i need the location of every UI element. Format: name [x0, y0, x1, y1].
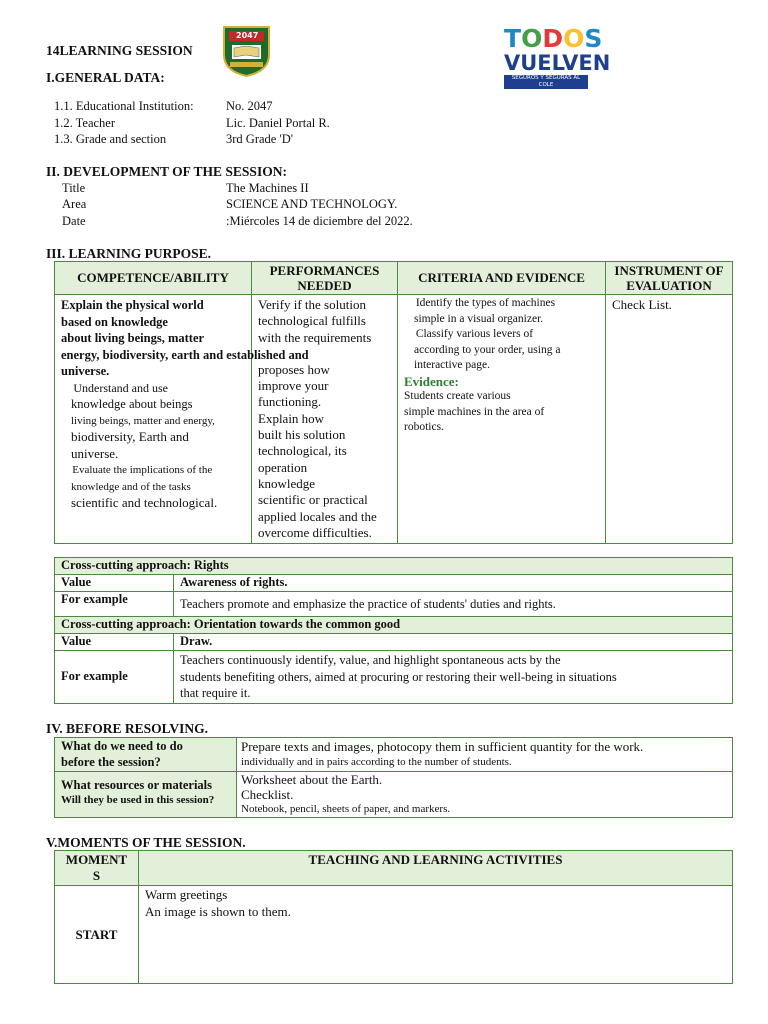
competence-line: Explain the physical world: [61, 298, 204, 312]
performance-line: Explain how: [258, 410, 325, 426]
school-logo: [222, 25, 271, 77]
header-instrument: INSTRUMENT OF EVALUATION: [606, 262, 733, 295]
moments-heading: V.MOMENTS OF THE SESSION.: [46, 835, 246, 850]
logo-line2: VUELVEN: [504, 51, 611, 75]
cross-cutting-table: [54, 557, 733, 704]
moments-header: [55, 851, 139, 886]
answer-line: Notebook, pencil, sheets of paper, and markers.: [241, 803, 451, 815]
approach-rights: Cross-cutting approach: Rights: [55, 558, 733, 575]
competence-bullet: Understand and use: [61, 380, 156, 395]
competence-bullet: biodiversity, Earth and: [71, 429, 189, 444]
value-label: Value: [55, 575, 174, 592]
example-line: students benefiting others, aimed at procuring or restoring their well-being in situations: [180, 669, 617, 684]
header-performances: PERFORMANCES NEEDED: [252, 262, 398, 295]
evidence-label: Evidence:: [404, 373, 459, 389]
value-common-good: Draw.: [174, 634, 733, 651]
dev-label-date: Date: [62, 214, 86, 228]
example-line: that require it.: [180, 686, 251, 700]
performance-line: with the requirements: [258, 329, 372, 345]
criteria-cell: [398, 295, 606, 544]
competence-line: universe.: [61, 364, 110, 378]
evidence-line: Students create various: [404, 390, 511, 402]
performances-cell: [252, 295, 398, 544]
performance-line: functioning.: [258, 394, 322, 410]
approach-common-good: Cross-cutting approach: Orientation towards the common good: [55, 617, 733, 634]
question-line: Will they be used in this session?: [61, 794, 215, 806]
question-cell: [55, 772, 237, 818]
answer-cell: [237, 772, 733, 818]
gd-value-3: 3rd Grade 'D': [226, 132, 293, 146]
performance-line: scientific or practical: [258, 492, 368, 508]
gd-value-2: Lic. Daniel Portal R.: [226, 116, 330, 130]
competence-line: based on knowledge: [61, 314, 168, 329]
performance-line: applied locales and the: [258, 508, 377, 524]
logo-tagline: SEGUROS Y SEGURAS AL COLE: [504, 75, 588, 89]
question-line: What resources or materials: [61, 778, 213, 792]
performance-line: operation: [258, 459, 308, 475]
value-rights: Awareness of rights.: [174, 575, 733, 592]
evidence-line: simple machines in the area of: [404, 405, 545, 418]
competence-bullet: living beings, matter and energy,: [71, 414, 215, 427]
before-resolving-table: [54, 737, 733, 818]
logo-number: 2047: [236, 31, 259, 40]
competence-bullet: Evaluate the implications of the: [61, 464, 201, 476]
answer-cell: [237, 738, 733, 772]
performance-line: knowledge: [258, 475, 316, 491]
criteria-line: according to your order, using a: [414, 343, 561, 356]
competence-bullet: universe.: [71, 445, 119, 461]
start-label: START: [55, 886, 139, 984]
performance-line: improve your: [258, 378, 329, 394]
header-competence: COMPETENCE/ABILITY: [55, 262, 252, 295]
gd-label-1: 1.1. Educational Institution:: [54, 99, 194, 113]
before-resolving-heading: IV. BEFORE RESOLVING.: [46, 721, 209, 736]
answer-line: individually and in pairs according to the number of students.: [241, 755, 512, 768]
moments-table: [54, 850, 733, 984]
performance-line: Verify if the solution: [258, 297, 366, 312]
criteria-line: Classify various levers of: [404, 328, 522, 340]
dev-value-title: The Machines II: [226, 181, 309, 195]
competence-bullet: scientific and technological.: [71, 495, 218, 510]
start-line: Warm greetings: [145, 887, 228, 902]
general-data-heading: I.GENERAL DATA:: [46, 70, 165, 85]
performance-line: technological fulfills: [258, 313, 366, 329]
todos-vuelven-logo: [504, 24, 611, 88]
value-label: Value: [55, 634, 174, 651]
example-common-good: [174, 651, 733, 704]
learning-purpose-heading: III. LEARNING PURPOSE.: [46, 246, 212, 261]
example-rights: Teachers promote and emphasize the practice of students' duties and rights.: [174, 592, 733, 617]
evidence-line: robotics.: [404, 421, 444, 433]
dev-value-date: :Miércoles 14 de diciembre del 2022.: [226, 214, 413, 228]
dev-value-area: SCIENCE AND TECHNOLOGY.: [226, 197, 398, 211]
competence-line: about living beings, matter: [61, 331, 205, 345]
example-label: For example: [55, 651, 174, 704]
header-criteria: CRITERIA AND EVIDENCE: [398, 262, 606, 295]
learning-purpose-table: [54, 261, 733, 544]
question-line: What do we need to do: [61, 739, 183, 753]
gd-value-1: No. 2047: [226, 99, 273, 113]
development-heading: II. DEVELOPMENT OF THE SESSION:: [46, 164, 287, 179]
answer-line: Checklist.: [241, 787, 294, 802]
criteria-line: interactive page.: [414, 359, 490, 371]
answer-line: Prepare texts and images, photocopy them in sufficient quantity for the work.: [241, 739, 644, 754]
gd-label-2: 1.2. Teacher: [54, 116, 116, 130]
moments-header-line: MOMENT: [65, 852, 128, 867]
gd-label-3: 1.3. Grade and section: [54, 132, 167, 146]
question-cell: [55, 738, 237, 772]
competence-line: energy, biodiversity, earth and established and: [61, 347, 309, 362]
start-line: An image is shown to them.: [145, 903, 291, 919]
performance-line: technological, its: [258, 443, 347, 459]
activities-header: TEACHING AND LEARNING ACTIVITIES: [139, 851, 733, 886]
example-line: Teachers continuously identify, value, and highlight spontaneous acts by the: [180, 653, 561, 667]
answer-line: Worksheet about the Earth.: [241, 772, 383, 787]
competence-bullet: knowledge and of the tasks: [71, 480, 191, 493]
logo-line1: TODOS: [504, 24, 603, 53]
performance-line: overcome difficulties.: [258, 524, 372, 540]
session-title: 14LEARNING SESSION: [46, 43, 193, 58]
moments-header-line: S: [92, 868, 101, 883]
example-label: For example: [55, 592, 174, 617]
performance-line: proposes how: [258, 361, 330, 377]
competence-bullet: knowledge about beings: [71, 397, 193, 411]
dev-label-title: Title: [62, 181, 86, 195]
performance-line: built his solution: [258, 427, 346, 443]
instrument-cell: Check List.: [606, 295, 733, 544]
criteria-line: simple in a visual organizer.: [414, 312, 544, 325]
question-line: before the session?: [61, 754, 161, 769]
start-activities: [139, 886, 733, 984]
dev-label-area: Area: [62, 197, 87, 211]
criteria-line: Identify the types of machines: [404, 297, 544, 309]
